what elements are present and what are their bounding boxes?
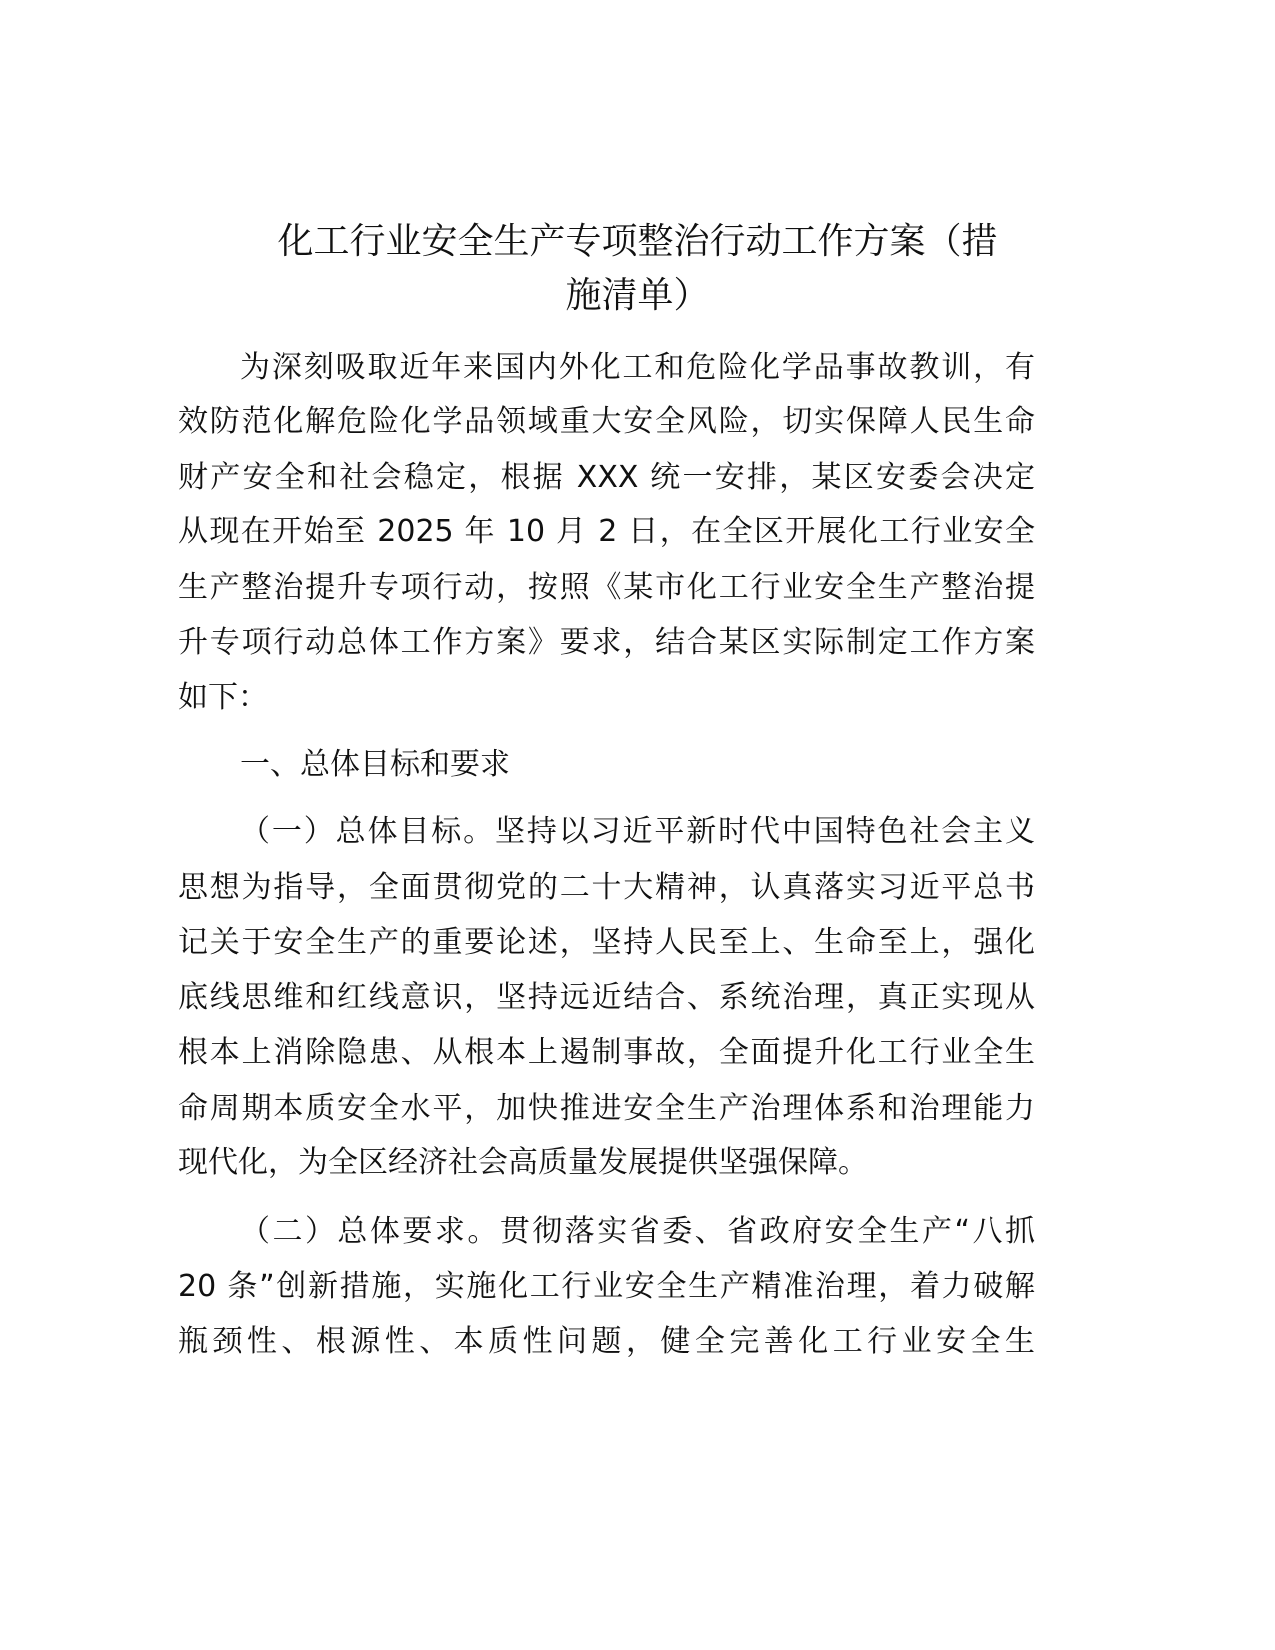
text-line: 思想为指导，全面贯彻党的二十大精神，认真落实习近平总书 xyxy=(178,870,1035,905)
section-heading: 一、总体目标和要求 xyxy=(240,747,510,782)
text-line: 效防范化解危险化学品领域重大安全风险，切实保障人民生命 xyxy=(178,404,1035,439)
text-line: 如下： xyxy=(178,680,268,715)
text-line: 为深刻吸取近年来国内外化工和危险化学品事故教训，有 xyxy=(240,350,1035,385)
text-line: 升专项行动总体工作方案》要求，结合某区实际制定工作方案 xyxy=(178,625,1035,660)
text-line: 底线思维和红线意识，坚持远近结合、系统治理，真正实现从 xyxy=(178,980,1035,1015)
text-line: 记关于安全生产的重要论述，坚持人民至上、生命至上，强化 xyxy=(178,925,1035,960)
title-line: 化工行业安全生产专项整治行动工作方案（措 xyxy=(277,221,998,262)
text-line: 瓶颈性、根源性、本质性问题，健全完善化工行业安全生 xyxy=(178,1324,1035,1359)
text-line: 根本上消除隐患、从根本上遏制事故，全面提升化工行业全生 xyxy=(178,1035,1035,1070)
text-line: （一）总体目标。坚持以习近平新时代中国特色社会主义 xyxy=(240,814,1035,849)
text-line: 20 条”创新措施，实施化工行业安全生产精准治理，着力破解 xyxy=(178,1269,1035,1304)
text-line: 现代化，为全区经济社会高质量发展提供坚强保障。 xyxy=(178,1145,868,1180)
text-line: 从现在开始至 2025 年 10 月 2 日，在全区开展化工行业安全 xyxy=(178,514,1035,549)
text-line: 生产整治提升专项行动，按照《某市化工行业安全生产整治提 xyxy=(178,570,1035,605)
text-line: 财产安全和社会稳定，根据 XXX 统一安排，某区安委会决定 xyxy=(178,460,1035,495)
text-line: 命周期本质安全水平，加快推进安全生产治理体系和治理能力 xyxy=(178,1091,1035,1126)
title-line: 施清单） xyxy=(565,275,710,316)
text-line: （二）总体要求。贯彻落实省委、省政府安全生产“八抓 xyxy=(240,1214,1035,1249)
